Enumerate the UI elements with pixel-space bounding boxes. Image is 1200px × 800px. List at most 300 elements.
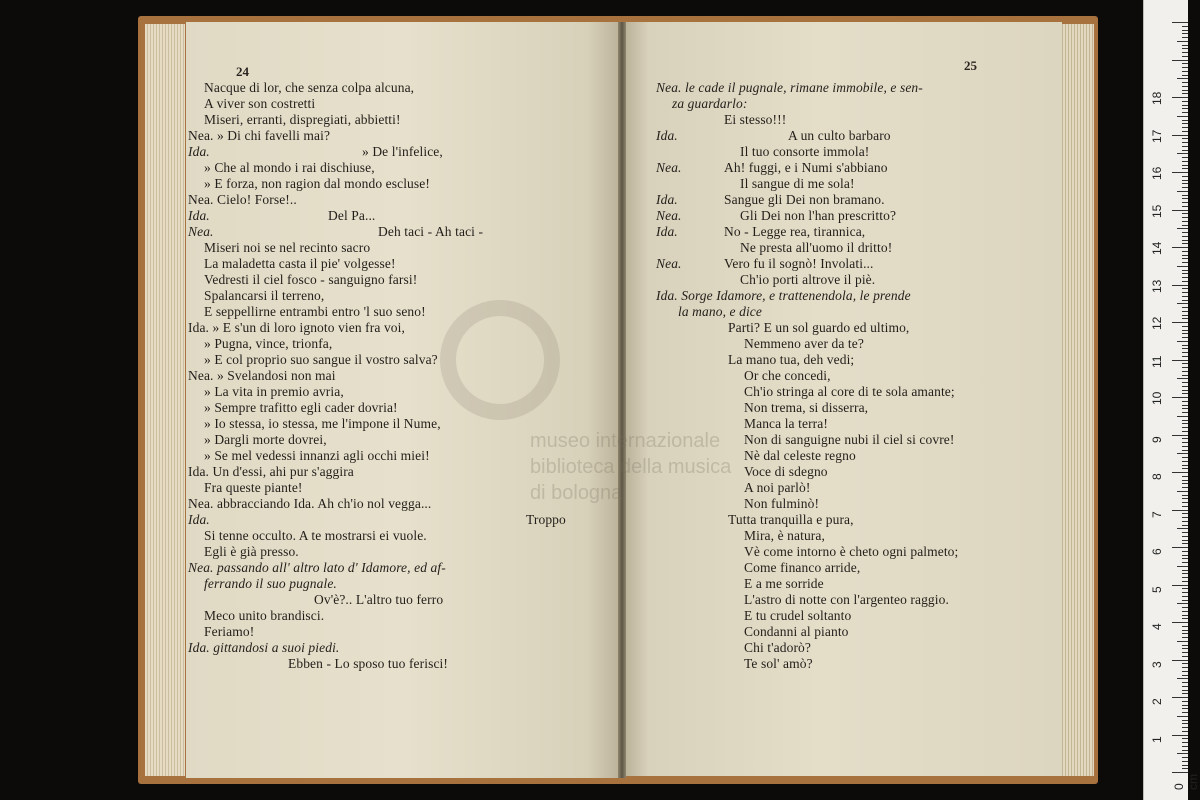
ruler-tick — [1182, 611, 1188, 612]
ruler-tick — [1182, 127, 1188, 128]
ruler-tick — [1182, 120, 1188, 121]
ruler-tick — [1182, 198, 1188, 199]
text-line: » La vita in premio avria, — [204, 384, 344, 399]
ruler-tick — [1182, 461, 1188, 462]
ruler-tick — [1182, 232, 1188, 233]
ruler-tick — [1182, 296, 1188, 297]
text-line: Miseri noi se nel recinto sacro — [204, 240, 371, 255]
ruler-tick — [1182, 221, 1188, 222]
ruler-tick — [1182, 393, 1188, 394]
ruler-number: 8 — [1150, 473, 1164, 480]
text-line: Non di sanguigne nubi il ciel si covre! — [744, 432, 955, 447]
ruler-tick — [1182, 277, 1188, 278]
ruler-tick — [1182, 150, 1188, 151]
text-line: Vero fu il sognò! Involati... — [724, 256, 874, 271]
text-line: Nea. — [656, 160, 682, 175]
ruler-tick — [1177, 153, 1188, 154]
text-line: Nea. le cade il pugnale, rimane immobile, e sen- — [656, 80, 923, 95]
ruler-tick — [1182, 363, 1188, 364]
ruler-tick — [1182, 371, 1188, 372]
ruler-tick — [1182, 315, 1188, 316]
text-line: Ch'io porti altrove il piè. — [740, 272, 876, 287]
ruler-tick — [1182, 570, 1188, 571]
ruler-tick — [1182, 292, 1188, 293]
ruler-tick — [1182, 551, 1188, 552]
ruler-tick — [1182, 592, 1188, 593]
ruler-tick — [1182, 506, 1188, 507]
text-line: Feriamo! — [204, 624, 255, 639]
text-line: Miseri, erranti, dispregiati, abbietti! — [204, 112, 401, 127]
text-line: Ov'è?.. L'altro tuo ferro — [314, 592, 444, 607]
ruler-number: 18 — [1150, 91, 1164, 105]
ruler-tick — [1182, 708, 1188, 709]
text-line: Nea. passando all' altro lato d' Idamore, ed af- — [188, 560, 446, 575]
text-line: Ida. gittandosi a suoi piedi. — [188, 640, 340, 655]
ruler-tick — [1172, 135, 1188, 136]
ruler-tick — [1182, 626, 1188, 627]
text-line: Mira, è natura, — [744, 528, 825, 543]
text-line: Nea. abbracciando Ida. Ah ch'io nol vegga... — [188, 496, 432, 511]
ruler-number: 11 — [1150, 355, 1164, 368]
text-line: Ida. — [656, 192, 678, 207]
ruler-tick — [1182, 63, 1188, 64]
ruler-tick — [1172, 285, 1188, 286]
ruler-number: 2 — [1150, 698, 1164, 705]
ruler-tick — [1182, 540, 1188, 541]
ruler-tick — [1182, 630, 1188, 631]
ruler-tick — [1182, 48, 1188, 49]
ruler-number: 17 — [1150, 129, 1164, 143]
text-line: A un culto barbaro — [788, 128, 891, 143]
ruler-tick — [1182, 157, 1188, 158]
ruler-tick — [1177, 341, 1188, 342]
right-page — [622, 22, 1062, 776]
ruler-tick — [1182, 281, 1188, 282]
text-line: Fra queste piante! — [204, 480, 303, 495]
ruler-tick — [1182, 318, 1188, 319]
text-line: Nea. Cielo! Forse!.. — [188, 192, 297, 207]
ruler-tick — [1182, 183, 1188, 184]
ruler-tick — [1182, 131, 1188, 132]
ruler-tick — [1182, 195, 1188, 196]
text-line: Non fulminò! — [744, 496, 820, 511]
book-gutter — [618, 22, 626, 778]
ruler-tick — [1182, 573, 1188, 574]
ruler-tick — [1182, 495, 1188, 496]
ruler-tick — [1182, 420, 1188, 421]
text-line: Chi t'adorò? — [744, 640, 811, 655]
ruler-tick — [1182, 412, 1188, 413]
ruler-tick — [1182, 465, 1188, 466]
text-line: Sangue gli Dei non bramano. — [724, 192, 885, 207]
text-line: Ch'io stringa al core di te sola amante; — [744, 384, 955, 399]
watermark-line: biblioteca della musica — [530, 456, 732, 478]
ruler-tick — [1182, 255, 1188, 256]
ruler-number: 5 — [1150, 585, 1164, 593]
ruler-tick — [1182, 390, 1188, 391]
ruler-tick — [1177, 303, 1188, 304]
text-line: Voce di sdegno — [744, 464, 828, 479]
ruler-tick — [1182, 682, 1188, 683]
text-line: Gli Dei non l'han prescritto? — [740, 208, 897, 223]
text-line: Ida. — [188, 144, 210, 159]
ruler-tick — [1182, 90, 1188, 91]
ruler-tick — [1182, 513, 1188, 514]
ruler-tick — [1182, 705, 1188, 706]
ruler-tick — [1182, 693, 1188, 694]
ruler-tick — [1182, 648, 1188, 649]
ruler-tick — [1177, 416, 1188, 417]
text-line: Ebben - Lo sposo tuo ferisci! — [288, 656, 448, 671]
text-line: Tutta tranquilla e pura, — [728, 512, 854, 527]
ruler-tick — [1172, 585, 1188, 586]
ruler-number: 10 — [1150, 391, 1164, 405]
text-line: Meco unito brandisci. — [204, 608, 325, 623]
text-line: Il sangue di me sola! — [740, 176, 855, 191]
ruler-tick — [1182, 52, 1188, 53]
ruler-tick — [1182, 333, 1188, 334]
ruler-tick — [1177, 566, 1188, 567]
ruler-tick — [1182, 483, 1188, 484]
ruler-tick — [1182, 742, 1188, 743]
ruler-tick — [1182, 138, 1188, 139]
ruler-tick — [1182, 273, 1188, 274]
ruler-tick — [1182, 105, 1188, 106]
text-line: E a me sorride — [744, 576, 824, 591]
watermark-line: di bologna — [530, 482, 623, 504]
text-line: L'astro di notte con l'argenteo raggio. — [744, 592, 949, 607]
text-line: E seppellirne entrambi entro 'l suo seno! — [204, 304, 426, 319]
ruler-tick — [1182, 423, 1188, 424]
ruler-number: 13 — [1150, 279, 1164, 293]
text-line: Deh taci - Ah taci - — [378, 224, 484, 239]
ruler-tick — [1182, 720, 1188, 721]
ruler-tick — [1182, 405, 1188, 406]
ruler-tick — [1182, 480, 1188, 481]
text-line: Ida. — [188, 512, 210, 527]
ruler-tick — [1182, 311, 1188, 312]
ruler-tick — [1182, 502, 1188, 503]
ruler-tick — [1177, 491, 1188, 492]
text-line: la mano, e dice — [678, 304, 762, 319]
ruler-tick — [1182, 240, 1188, 241]
ruler-tick — [1182, 307, 1188, 308]
ruler-tick — [1182, 738, 1188, 739]
ruler-tick — [1172, 172, 1188, 173]
ruler-tick — [1182, 225, 1188, 226]
ruler-tick — [1182, 761, 1188, 762]
page-number: 24 — [236, 64, 249, 79]
ruler-tick — [1172, 247, 1188, 248]
ruler-number: 1 — [1150, 735, 1164, 743]
ruler-tick — [1182, 723, 1188, 724]
ruler-number: 6 — [1150, 548, 1164, 555]
text-line: Nea. » Di chi favelli mai? — [188, 128, 331, 143]
ruler-tick — [1182, 30, 1188, 31]
ruler-tick — [1182, 667, 1188, 668]
ruler-tick — [1182, 217, 1188, 218]
text-line: Ida. Sorge Idamore, e trattenendola, le prende — [656, 288, 911, 303]
ruler-number: 14 — [1150, 241, 1164, 255]
ruler-tick — [1182, 615, 1188, 616]
ruler-tick — [1182, 427, 1188, 428]
ruler-tick — [1182, 251, 1188, 252]
ruler-tick — [1182, 86, 1188, 87]
ruler-tick — [1182, 408, 1188, 409]
ruler-number: 15 — [1150, 204, 1164, 218]
ruler-tick — [1177, 228, 1188, 229]
ruler-number: 9 — [1150, 435, 1164, 443]
ruler-unit-label: 0 cm — [1172, 774, 1200, 790]
ruler-tick — [1182, 243, 1188, 244]
ruler-tick — [1182, 450, 1188, 451]
ruler-tick — [1182, 607, 1188, 608]
ruler-tick — [1172, 97, 1188, 98]
ruler-tick — [1182, 618, 1188, 619]
text-line: za guardarlo: — [672, 96, 748, 111]
ruler-tick — [1182, 348, 1188, 349]
ruler-tick — [1182, 768, 1188, 769]
ruler-tick — [1182, 345, 1188, 346]
ruler-tick — [1182, 206, 1188, 207]
ruler-tick — [1182, 93, 1188, 94]
ruler-tick — [1182, 176, 1188, 177]
ruler-tick — [1172, 660, 1188, 661]
ruler-tick — [1182, 600, 1188, 601]
ruler-tick — [1182, 337, 1188, 338]
ruler-tick — [1182, 588, 1188, 589]
text-line: Nemmeno aver da te? — [744, 336, 864, 351]
ruler-tick — [1177, 378, 1188, 379]
ruler-tick — [1182, 300, 1188, 301]
ruler-tick — [1182, 656, 1188, 657]
ruler-tick — [1172, 697, 1188, 698]
ruler-tick — [1172, 772, 1188, 773]
ruler-tick — [1172, 472, 1188, 473]
ruler-tick — [1182, 37, 1188, 38]
ruler-tick — [1182, 326, 1188, 327]
ruler-tick — [1182, 731, 1188, 732]
ruler-tick — [1182, 645, 1188, 646]
ruler-tick — [1182, 123, 1188, 124]
ruler-tick — [1182, 288, 1188, 289]
text-line: Nè dal celeste regno — [744, 448, 856, 463]
ruler-tick — [1182, 765, 1188, 766]
text-line: Ne presta all'uomo il dritto! — [740, 240, 893, 255]
measurement-ruler — [1143, 0, 1200, 800]
text-line: Troppo — [526, 512, 566, 527]
text-line: E tu crudel soltanto — [744, 608, 852, 623]
ruler-tick — [1182, 750, 1188, 751]
ruler-tick — [1182, 581, 1188, 582]
ruler-tick — [1172, 735, 1188, 736]
ruler-tick — [1182, 746, 1188, 747]
text-line: » Che al mondo i rai dischiuse, — [204, 160, 375, 175]
ruler-tick — [1177, 191, 1188, 192]
ruler-tick — [1177, 603, 1188, 604]
text-line: La maladetta casta il pie' volgesse! — [204, 256, 396, 271]
text-line: A viver son costretti — [204, 96, 316, 111]
ruler-tick — [1182, 701, 1188, 702]
ruler-tick — [1182, 33, 1188, 34]
ruler-tick — [1182, 82, 1188, 83]
ruler-tick — [1182, 108, 1188, 109]
text-line: Il tuo consorte immola! — [740, 144, 870, 159]
text-line: Nacque di lor, che senza colpa alcuna, — [204, 80, 415, 95]
ruler-tick — [1182, 438, 1188, 439]
ruler-tick — [1182, 543, 1188, 544]
ruler-tick — [1182, 690, 1188, 691]
ruler-number: 12 — [1150, 316, 1164, 330]
text-line: ferrando il suo pugnale. — [204, 576, 337, 591]
text-line: Egli è già presso. — [204, 544, 299, 559]
text-line: Vedresti il ciel fosco - sanguigno farsi! — [204, 272, 418, 287]
ruler-tick — [1182, 161, 1188, 162]
ruler-tick — [1177, 266, 1188, 267]
ruler-tick — [1182, 386, 1188, 387]
ruler-tick — [1182, 532, 1188, 533]
ruler-tick — [1182, 757, 1188, 758]
ruler-tick — [1182, 146, 1188, 147]
ruler-tick — [1182, 67, 1188, 68]
ruler-tick — [1177, 641, 1188, 642]
text-line: » E col proprio suo sangue il vostro salva? — [204, 352, 438, 367]
ruler-tick — [1182, 168, 1188, 169]
ruler-tick — [1172, 60, 1188, 61]
ruler-tick — [1182, 487, 1188, 488]
ruler-tick — [1182, 356, 1188, 357]
ruler-tick — [1182, 187, 1188, 188]
ruler-number: 3 — [1150, 660, 1164, 668]
text-line: Ah! fuggi, e i Numi s'abbiano — [724, 160, 888, 175]
ruler-tick — [1182, 401, 1188, 402]
ruler-tick — [1182, 375, 1188, 376]
text-line: Te sol' amò? — [744, 656, 813, 671]
text-line: Spalancarsi il terreno, — [204, 288, 325, 303]
ruler-tick — [1182, 633, 1188, 634]
ruler-tick — [1182, 262, 1188, 263]
text-line: Nea. » Svelandosi non mai — [188, 368, 336, 383]
ruler-tick — [1182, 712, 1188, 713]
ruler-tick — [1172, 322, 1188, 323]
watermark-line: museo internazionale — [530, 430, 721, 452]
ruler-tick — [1172, 397, 1188, 398]
ruler-tick — [1182, 236, 1188, 237]
text-line: Del Pa... — [328, 208, 376, 223]
text-line: No - Legge rea, tirannica, — [724, 224, 866, 239]
text-line: » De l'infelice, — [362, 144, 443, 159]
ruler-tick — [1177, 78, 1188, 79]
ruler-tick — [1182, 75, 1188, 76]
ruler-tick — [1182, 457, 1188, 458]
ruler-tick — [1182, 446, 1188, 447]
text-line: Non trema, si disserra, — [744, 400, 869, 415]
ruler-tick — [1182, 577, 1188, 578]
ruler-tick — [1177, 41, 1188, 42]
text-line: La mano tua, deh vedi; — [728, 352, 855, 367]
text-line: Ida. — [656, 224, 678, 239]
text-line: Parti? E un sol guardo ed ultimo, — [728, 320, 910, 335]
ruler-tick — [1182, 596, 1188, 597]
ruler-tick — [1182, 536, 1188, 537]
text-line: A noi parlò! — [744, 480, 811, 495]
ruler-tick — [1182, 468, 1188, 469]
ruler-tick — [1182, 330, 1188, 331]
text-line: Ida. » E s'un di loro ignoto vien fra voi, — [188, 320, 405, 335]
ruler-tick — [1182, 180, 1188, 181]
text-line: Ida. — [188, 208, 210, 223]
text-line: Si tenne occulto. A te mostrarsi ei vuole. — [204, 528, 427, 543]
text-line: » Dargli morte dovrei, — [204, 432, 327, 447]
left-page — [186, 22, 622, 778]
text-line: Nea. — [656, 256, 682, 271]
text-line: Nea. — [188, 224, 214, 239]
ruler-tick — [1177, 716, 1188, 717]
ruler-tick — [1172, 622, 1188, 623]
ruler-tick — [1182, 56, 1188, 57]
ruler-tick — [1177, 528, 1188, 529]
ruler-tick — [1172, 510, 1188, 511]
ruler-tick — [1182, 202, 1188, 203]
text-line: Manca la terra! — [744, 416, 828, 431]
ruler-tick — [1182, 165, 1188, 166]
text-line: » E forza, non ragion dal mondo escluse! — [204, 176, 430, 191]
ruler-tick — [1182, 476, 1188, 477]
ruler-tick — [1182, 558, 1188, 559]
ruler-tick — [1177, 753, 1188, 754]
ruler-tick — [1177, 116, 1188, 117]
ruler-tick — [1182, 367, 1188, 368]
text-line: Ei stesso!!! — [724, 112, 787, 127]
text-line: Or che concedi, — [744, 368, 831, 383]
text-line: » Pugna, vince, trionfa, — [204, 336, 333, 351]
ruler-tick — [1182, 26, 1188, 27]
text-line: Vè come intorno è cheto ogni palmeto; — [744, 544, 959, 559]
ruler-number: 7 — [1150, 510, 1164, 518]
ruler-tick — [1182, 517, 1188, 518]
ruler-tick — [1182, 663, 1188, 664]
page-number: 25 — [964, 58, 977, 73]
ruler-tick — [1182, 142, 1188, 143]
ruler-tick — [1182, 45, 1188, 46]
ruler-tick — [1182, 671, 1188, 672]
ruler-tick — [1182, 101, 1188, 102]
ruler-tick — [1172, 210, 1188, 211]
ruler-tick — [1182, 352, 1188, 353]
ruler-tick — [1182, 213, 1188, 214]
ruler-tick — [1172, 547, 1188, 548]
ruler-tick — [1172, 435, 1188, 436]
text-line: Nea. — [656, 208, 682, 223]
ruler-tick — [1182, 431, 1188, 432]
ruler-number: 16 — [1150, 166, 1164, 180]
ruler-tick — [1177, 678, 1188, 679]
ruler-number: 4 — [1150, 623, 1164, 630]
ruler-tick — [1182, 652, 1188, 653]
ruler-tick — [1182, 382, 1188, 383]
ruler-tick — [1182, 112, 1188, 113]
ruler-tick — [1182, 498, 1188, 499]
ruler-tick — [1182, 686, 1188, 687]
ruler-tick — [1182, 442, 1188, 443]
ruler-tick — [1182, 525, 1188, 526]
text-line: » Se mel vedessi innanzi agli occhi miei! — [204, 448, 430, 463]
ruler-tick — [1182, 270, 1188, 271]
ruler-tick — [1182, 555, 1188, 556]
text-line: Come financo arride, — [744, 560, 861, 575]
ruler-tick — [1182, 727, 1188, 728]
ruler-tick — [1182, 258, 1188, 259]
